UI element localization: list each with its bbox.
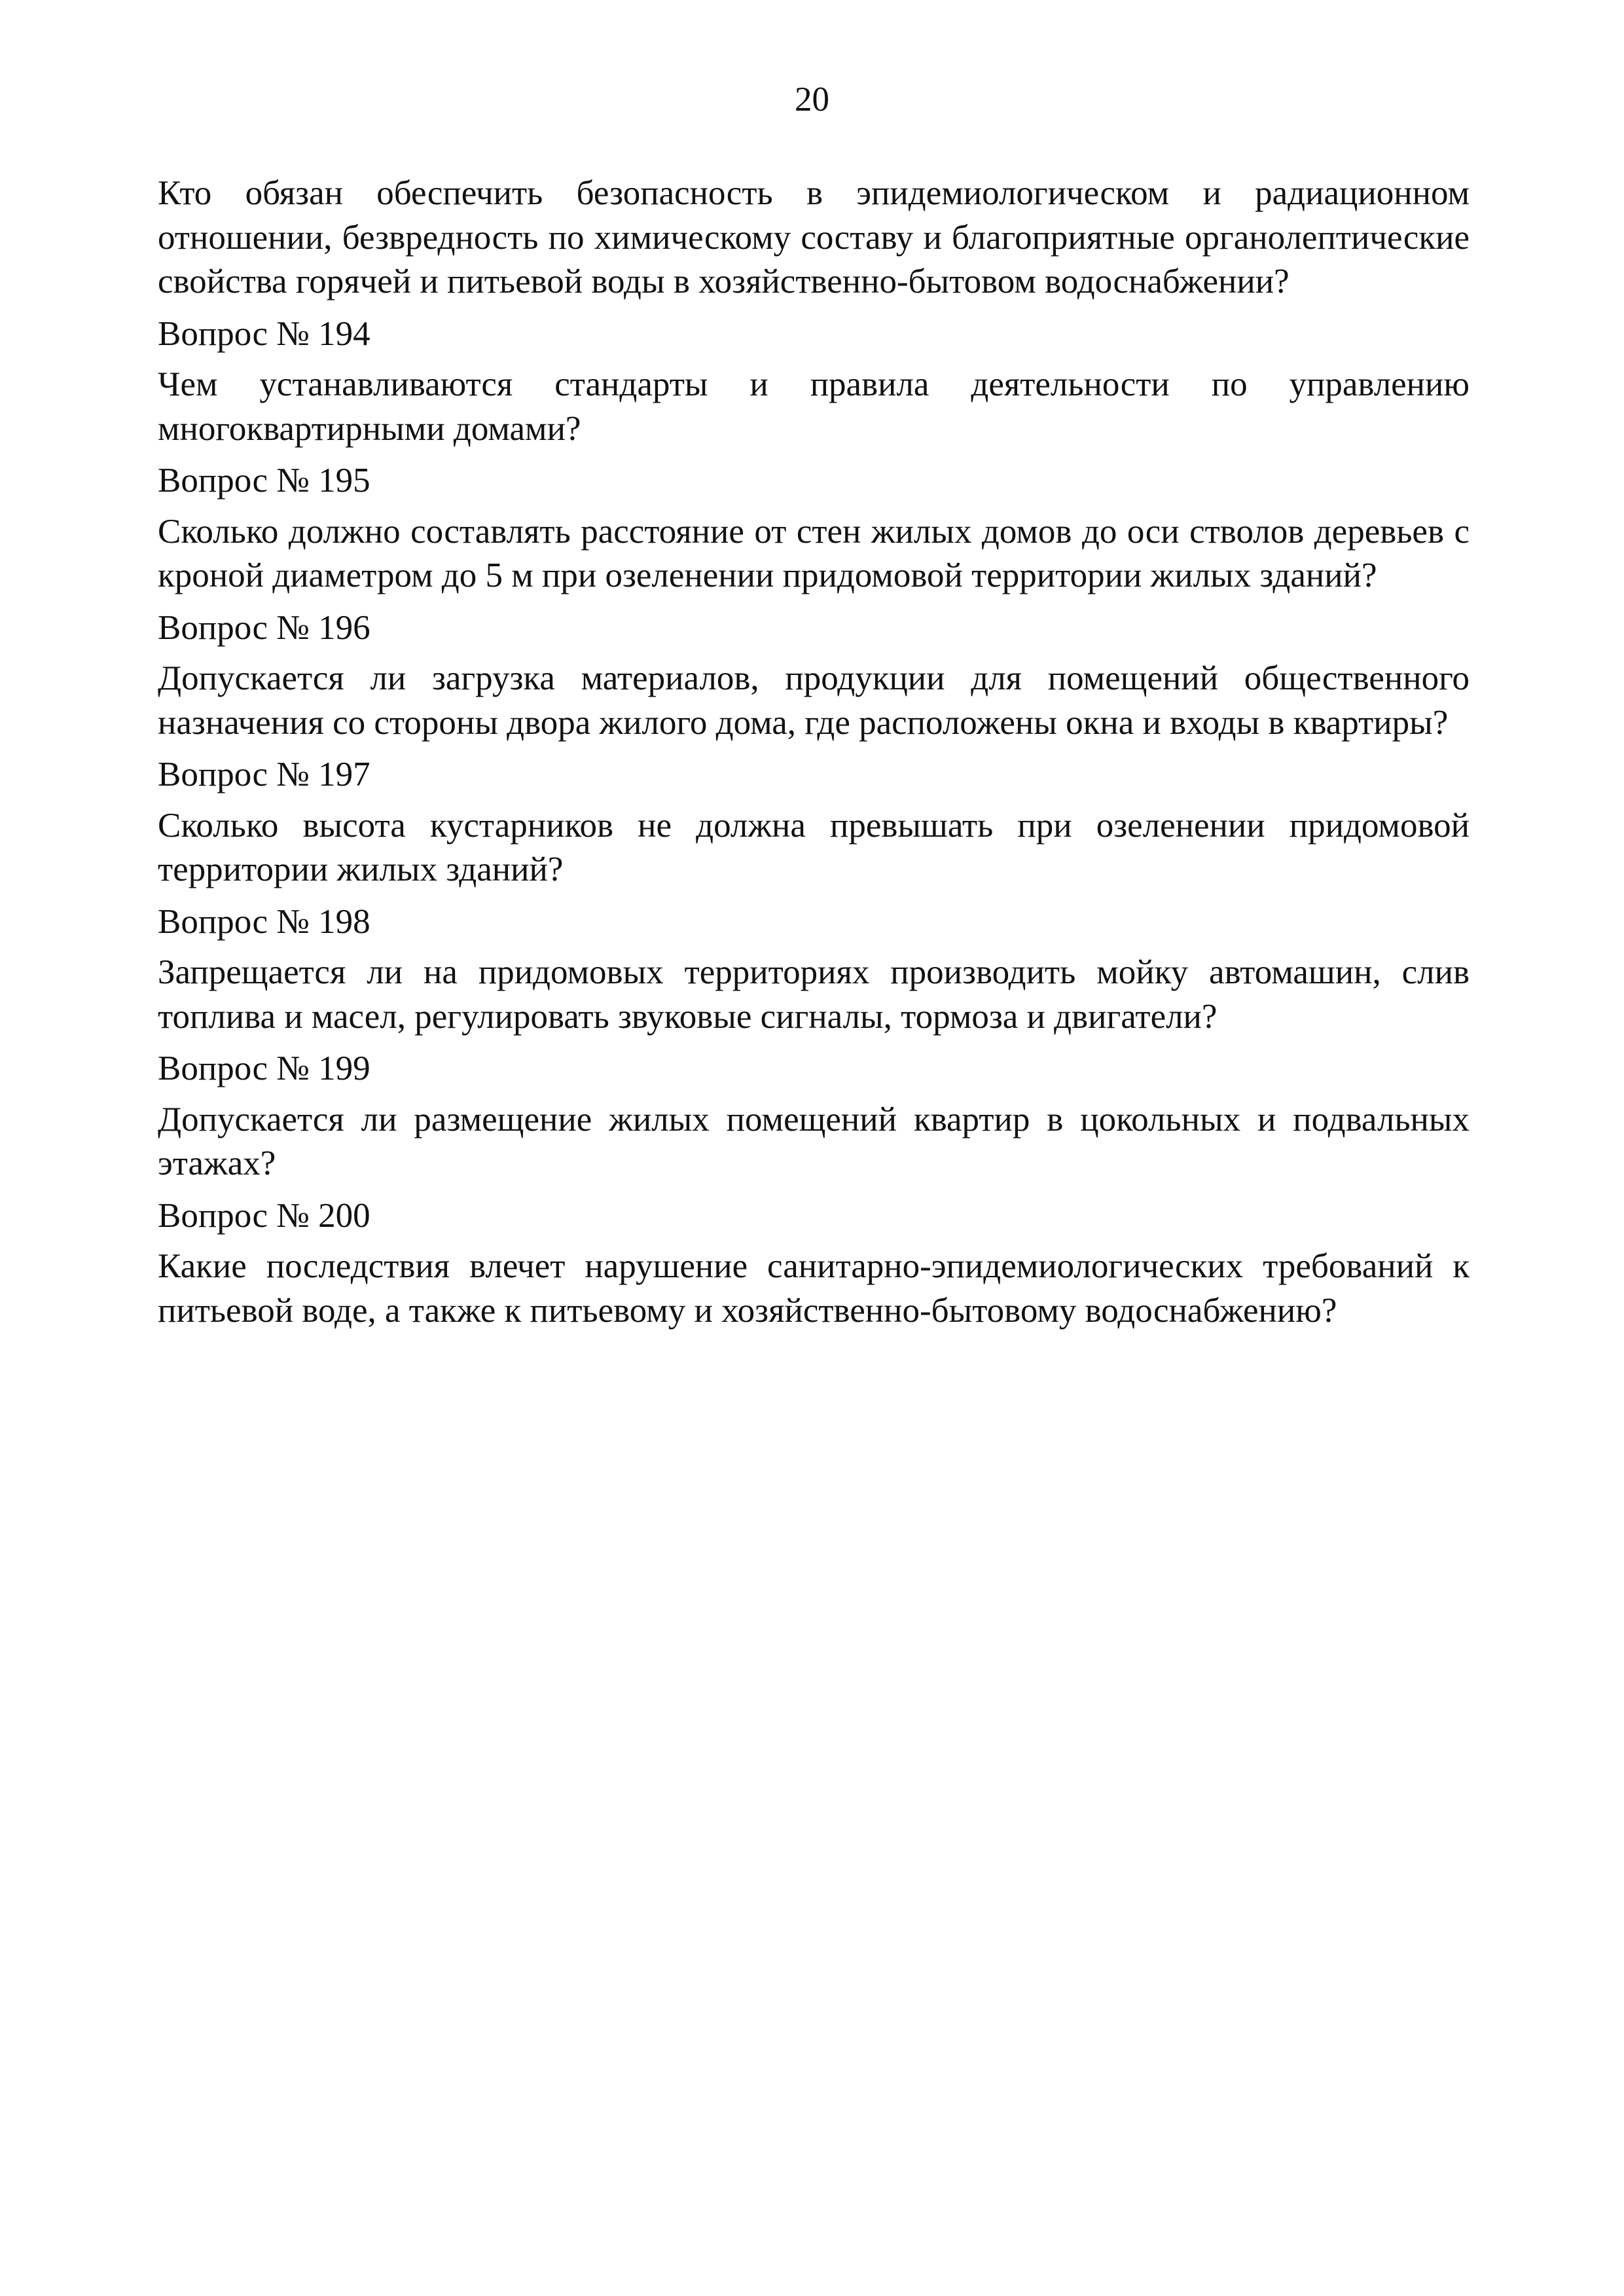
question-heading-194: Вопрос № 194: [158, 314, 370, 353]
question-heading-197: Вопрос № 197: [158, 756, 370, 793]
question-text-199: Допускается ли размещение жилых помещений квартир в цокольных и подвальных этажах?: [158, 1100, 1470, 1182]
question-heading-198: Вопрос № 198: [158, 902, 370, 941]
question-heading-195: Вопрос № 195: [158, 462, 370, 500]
question-text-194: Чем устанавливаются стандарты и правила деятельности по управлению многоквартирными домами?: [158, 365, 1470, 448]
question-heading-199: Вопрос № 199: [158, 1049, 370, 1087]
question-heading-200: Вопрос № 200: [158, 1196, 370, 1235]
question-text-197: Сколько высота кустарников не должна превышать при озеленении придомовой территории жилых зданий?: [158, 806, 1470, 888]
question-text-198: Запрещается ли на придомовых территориях производить мойку автомашин, слив топлива и масел, регулировать звуковые сигналы, тормоза и двигатели?: [158, 953, 1470, 1036]
question-text-195: Сколько должно составлять расстояние от стен жилых домов до оси стволов деревьев с кроной диаметром до 5 м при озеленении придомовой территории жилых зданий?: [158, 512, 1470, 594]
question-text-196: Допускается ли загрузка материалов, продукции для помещений общественного назначения со стороны двора жилого дома, где расположены окна и входы в квартиры?: [158, 659, 1470, 742]
question-text-193: Кто обязан обеспечить безопасность в эпидемиологическом и радиационном отношении, безвредность по химическому составу и благоприятные органолептические свойства горячей и питьевой воды в хозяйственно-бытовом водоснабжении?: [158, 174, 1470, 301]
document-body: [158, 172, 1470, 1333]
page-number: 20: [795, 81, 829, 118]
question-heading-196: Вопрос № 196: [158, 608, 370, 647]
question-text-200: Какие последствия влечет нарушение санитарно-эпидемиологических требований к питьевой воде, а также к питьевому и хозяйственно-бытовому водоснабжению?: [158, 1247, 1470, 1330]
